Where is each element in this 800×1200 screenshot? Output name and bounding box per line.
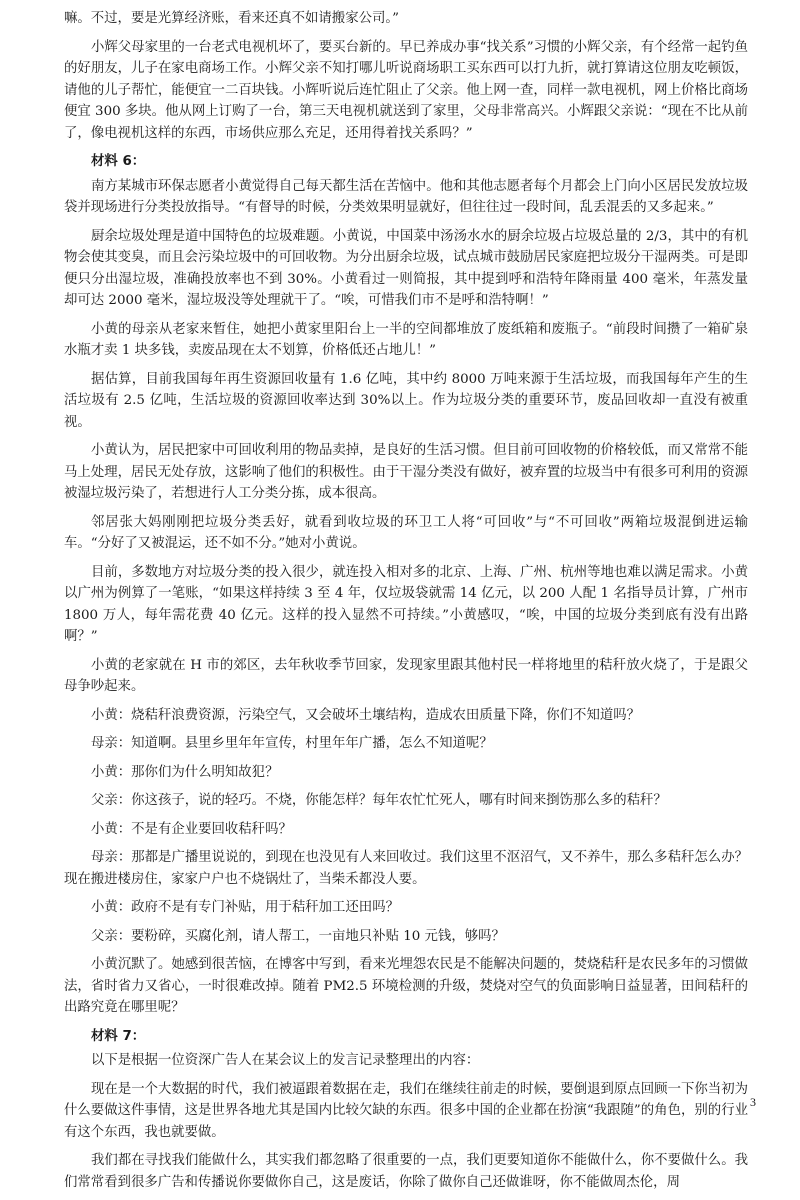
paragraph: 小黄的母亲从老家来暂住，她把小黄家里阳台上一半的空间都堆放了废纸箱和废瓶子。“前段时间攒了一箱矿泉水瓶才卖 1 块多钱，卖废品现在太不划算，价格低还占地儿！” [64, 321, 748, 358]
paragraph: 我们都在寻找我们能做什么，其实我们都忽略了很重要的一点，我们更要知道你不能做什么，你不要做什么。我们常常看到很多广告和传播说你要做你自己，这是废话，你除了做你自己还做谁呀，你不能做周杰伦，周 [64, 1153, 748, 1190]
dialogue-line: 小黄：政府不是有专门补贴，用于秸秆加工还田吗？ [91, 900, 399, 915]
dialogue-line: 父亲：你这孩子，说的轻巧。不烧，你能怎样？每年农忙忙死人，哪有时间来捯饬那么多的秸秆？ [91, 793, 667, 808]
document-body [64, 8, 748, 1200]
paragraph: 现在是一个大数据的时代，我们被逼跟着数据在走，我们在继续往前走的时候，要倒退到原点回顾一下你当初为什么要做这件事情，这是世界各地尤其是国内比较欠缺的东西。很多中国的企业都在扮演“我跟随”的角色，别的行业有这个东西，我也就要做。 [64, 1081, 748, 1140]
page-number: 3 [750, 1095, 756, 1109]
paragraph: 邻居张大妈刚刚把垃圾分类丢好，就看到收垃圾的环卫工人将“可回收”与“不可回收”两箱垃圾混倒进运输车。“分好了又被混运，还不如不分。”她对小黄说。 [64, 514, 748, 551]
dialogue-line: 小黄：烧秸秆浪费资源，污染空气，又会破坏土壤结构，造成农田质量下降，你们不知道吗？ [91, 707, 641, 723]
paragraph: 小黄认为，居民把家中可回收利用的物品卖掉，是良好的生活习惯。但目前可回收物的价格较低，而又常常不能马上处理，居民无处存放，这影响了他们的积极性。由于干湿分类没有做好，被弃置的垃圾当中有很多可利用的资源被湿垃圾污染了，若想进行人工分类分拣，成本很高。 [64, 443, 748, 501]
paragraph: 目前，多数地方对垃圾分类的投入很少，就连投入相对多的北京、上海、广州、杭州等地也难以满足需求。小黄以广州为例算了一笔账，“如果这样持续 3 至 4 年，仅垃圾袋就需 14 亿元，以 200 人配 1 名指导员计算，广州市 1800 万人，每年需花费 40 亿元。这样的投入显然不可持续。”小黄感叹，“唉，中国的垃圾分类到底有没有出路啊？” [64, 564, 748, 644]
paragraph: 南方某城市环保志愿者小黄觉得自己每天都生活在苦恼中。他和其他志愿者每个月都会上门向小区居民发放垃圾袋并现场进行分类投放指导。“有督导的时候，分类效果明显就好，但往往过一段时间，乱丢混丢的又多起来。” [64, 178, 748, 215]
dialogue-line: 父亲：要粉碎，买腐化剂，请人帮工，一亩地只补贴 10 元钱，够吗？ [91, 928, 505, 944]
paragraph: 嘛。不过，要是光算经济账，看来还真不如请搬家公司。” [64, 11, 399, 26]
dialogue-line: 小黄：那你们为什么明知故犯？ [91, 764, 279, 780]
paragraph: 据估算，目前我国每年再生资源回收量有 1.6 亿吨，其中约 8000 万吨来源于生活垃圾，而我国每年产生的生活垃圾有 2.5 亿吨，生活垃圾的资源回收率达到 30%以上。作为垃圾分类的重要环节，废品回收却一直没有被重视。 [64, 371, 748, 430]
paragraph: 小辉父母家里的一台老式电视机坏了，要买台新的。早已养成办事“找关系”习惯的小辉父亲，有个经常一起钓鱼的好朋友，儿子在家电商场工作。小辉父亲不知打哪儿听说商场职工买东西可以打九折，就打算请这位朋友吃顿饭，请他的儿子帮忙，能便宜一二百块钱。小辉听说后连忙阻止了父亲。他上网一查，同样一款电视机，网上价格比商场便宜 300 多块。他从网上订购了一台，第三天电视机就送到了家里，父母非常高兴。小辉跟父亲说：“现在不比从前了，像电视机这样的东西，市场供应那么充足，还用得着找关系吗？” [64, 39, 748, 141]
paragraph: 小黄的老家就在 H 市的郊区，去年秋收季节回家，发现家里跟其他村民一样将地里的秸秆放火烧了，于是跟父母争吵起来。 [64, 657, 748, 694]
dialogue-line: 小黄：不是有企业要回收秸秆吗？ [91, 821, 292, 837]
dialogue-line: 母亲：知道啊。县里乡里年年宣传，村里年年广播，怎么不知道呢？ [91, 736, 493, 751]
section-heading: 材料 7： [91, 1028, 146, 1044]
section-heading: 材料 6： [91, 154, 146, 169]
paragraph: 厨余垃圾处理是道中国特色的垃圾难题。小黄说，中国菜中汤汤水水的厨余垃圾占垃圾总量的 2/3，其中的有机物会使其变臭，而且会污染垃圾中的可回收物。为分出厨余垃圾，试点城市鼓励居民家庭把垃圾分干湿两类。可是即便只分出湿垃圾，准确投放率也不到 30%。小黄看过一则简报，其中提到呼和浩特年降雨量 400 毫米，年蒸发量却可达 2000 毫米，湿垃圾没等处理就干了。“唉，可惜我们市不是呼和浩特啊！” [64, 228, 748, 308]
paragraph: 小黄沉默了。她感到很苦恼，在博客中写到，看来光埋怨农民是不能解决问题的，焚烧秸秆是农民多年的习惯做法，省时省力又省心，一时很难改掉。随着 PM2.5 环境检测的升级，焚烧对空气的负面影响日益显著，田间秸秆的出路究竟在哪里呢？ [64, 957, 748, 1015]
dialogue-line: 母亲：那都是广播里说说的，到现在也没见有人来回收过。我们这里不沤沼气，又不养牛，那么多秸秆怎么办？现在搬进楼房住，家家户户也不烧锅灶了，当柴禾都没人要。 [64, 850, 748, 887]
paragraph: 以下是根据一位资深广告人在某会议上的发言记录整理出的内容： [91, 1053, 480, 1068]
